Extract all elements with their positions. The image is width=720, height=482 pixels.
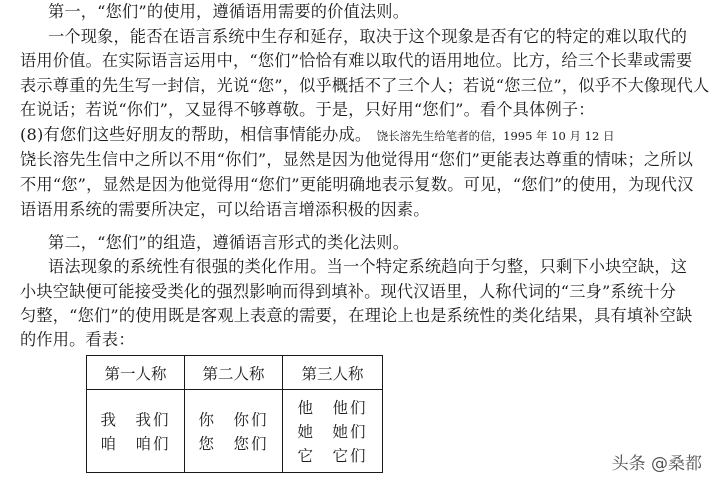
example-sentence bbox=[20, 125, 614, 146]
pronoun-pair: 她 她们 bbox=[297, 423, 368, 441]
paragraph-line: 不用“您”，显然是因为他觉得用“您们”更能明确地表示复数。可见，“您们”的使用，为现代汉 bbox=[20, 175, 694, 194]
paragraph-line: 一个现象，能否在语言系统中生存和延存，取决于这个现象是否有它的特定的难以取代的 bbox=[48, 27, 688, 46]
example-text: (8)有您们这些好朋友的帮助，相信事情能办成。 bbox=[20, 125, 372, 144]
table-header-row bbox=[87, 356, 383, 390]
paragraph-line: 小块空缺便可能接受类化的强烈影响而得到填补。现代汉语里，人称代词的“三身”系统十分 bbox=[20, 282, 677, 301]
pronoun-table bbox=[86, 355, 383, 473]
section-heading-1: 第一，“您们”的使用，遵循语用需要的价值法则。 bbox=[48, 2, 410, 21]
pronoun-pair: 您 您们 bbox=[198, 435, 269, 453]
watermark: 头条 @桑都 bbox=[611, 454, 702, 474]
table-header-second-person: 第二人称 bbox=[185, 356, 283, 390]
paragraph-line: 语语用系统的需要所决定，可以给语言增添积极的因素。 bbox=[20, 200, 430, 219]
pronoun-pair: 它 它们 bbox=[297, 447, 368, 465]
table-row bbox=[87, 390, 383, 473]
paragraph-line: 的作用。看表： bbox=[20, 330, 135, 349]
pronoun-pair: 咱 咱们 bbox=[100, 435, 171, 453]
table-header-third-person: 第三人称 bbox=[283, 356, 383, 390]
table-cell-second-person bbox=[185, 390, 283, 473]
paragraph-line: 匀整，“您们”的使用既是客观上表意的需要，在理论上也是系统性的类化结果，具有填补空缺 bbox=[20, 306, 693, 325]
paragraph-line: 饶长溶先生信中之所以不用“你们”，显然是因为他觉得用“您们”更能表达尊重的情味；之所以 bbox=[20, 150, 694, 169]
table-cell-third-person bbox=[283, 390, 383, 473]
pronoun-pair: 他 他们 bbox=[297, 399, 368, 417]
pronoun-pair: 你 你们 bbox=[198, 411, 269, 429]
paragraph-line: 在说话；若说“你们”，又显得不够尊敬。于是，只好用“您们”。看个具体例子： bbox=[20, 100, 595, 119]
table-cell-first-person bbox=[87, 390, 185, 473]
paragraph-line: 语法现象的系统性有很强的类化作用。当一个特定系统趋向于匀整，只剩下小块空缺，这 bbox=[48, 257, 688, 276]
table-header-first-person: 第一人称 bbox=[87, 356, 185, 390]
paragraph-line: 表示尊重的先生写一封信，光说“您”，似乎概括不了三个人；若说“您三位”，似乎不大像现代人 bbox=[20, 76, 710, 95]
pronoun-pair: 我 我们 bbox=[100, 411, 171, 429]
paragraph-line: 语用价值。在实际语言运用中，“您们”恰恰有难以取代的语用地位。比方，给三个长辈或需要 bbox=[20, 51, 693, 70]
section-heading-2: 第二，“您们”的组造，遵循语言形式的类化法则。 bbox=[48, 233, 410, 252]
example-source: 饶长溶先生给笔者的信，1995 年 10 月 12 日 bbox=[376, 129, 615, 143]
